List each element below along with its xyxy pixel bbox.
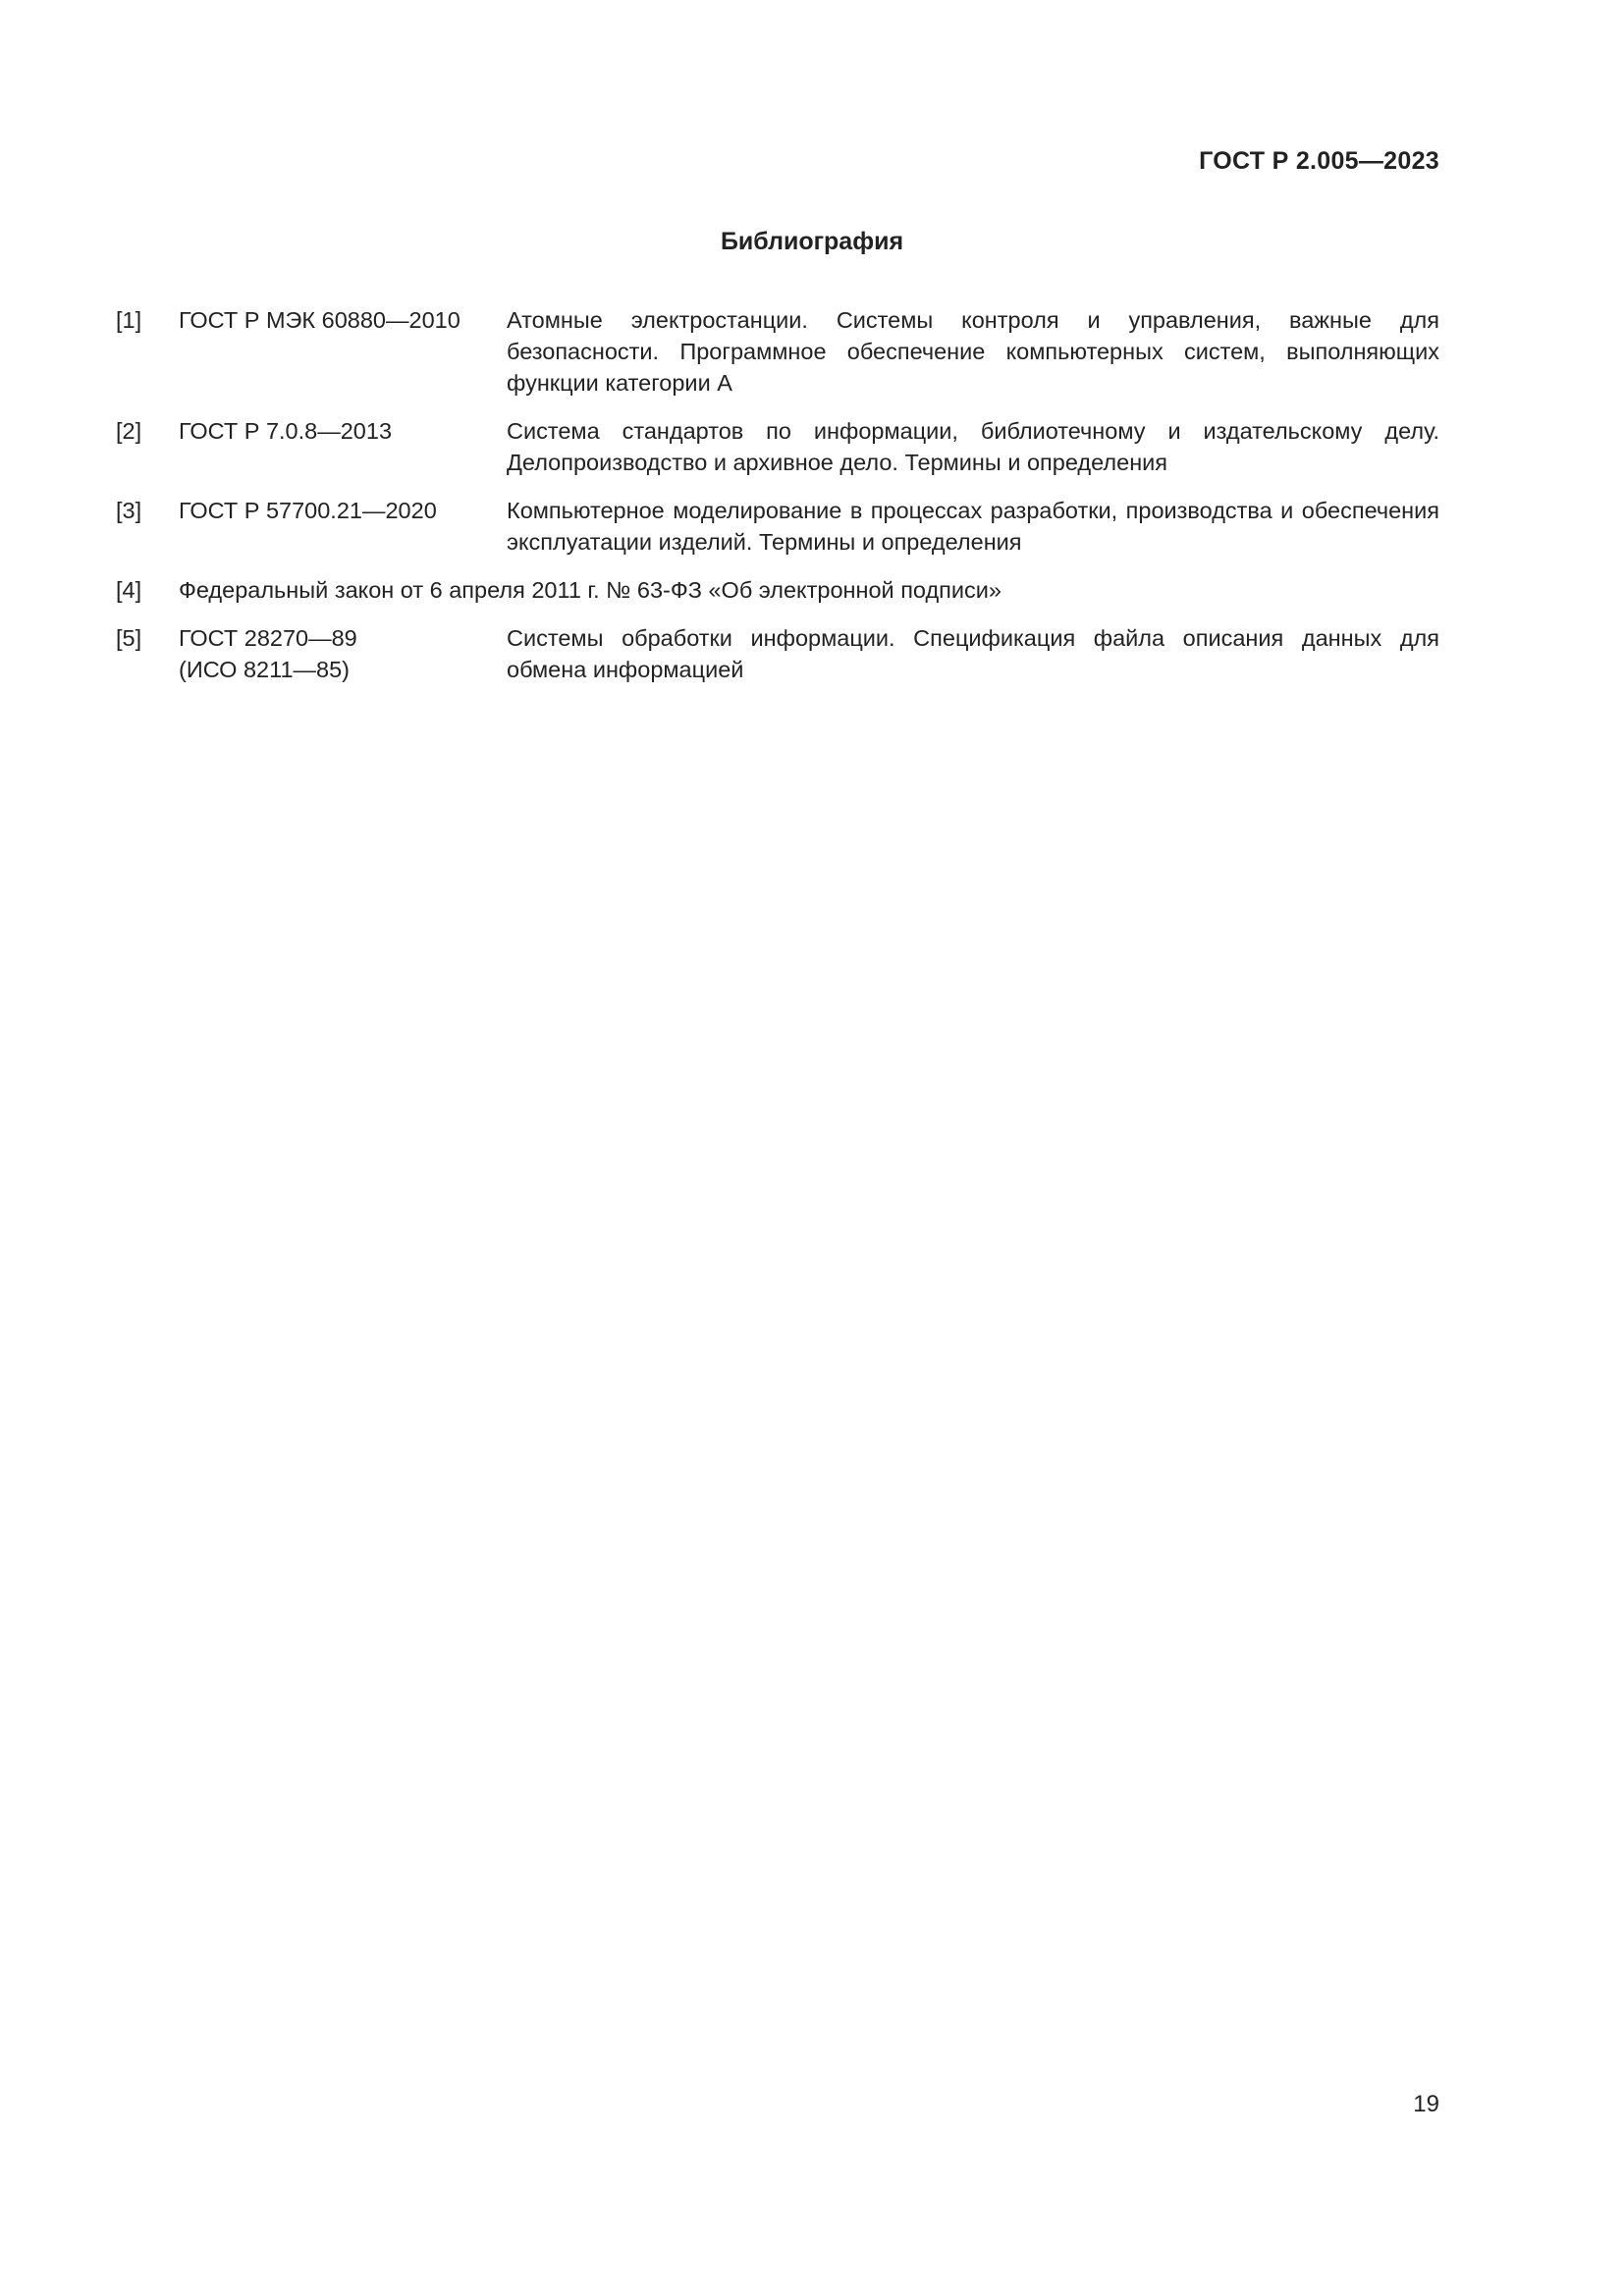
entry-number: [5]: [116, 625, 142, 651]
entry-reference: [179, 304, 507, 399]
entry-reference: [179, 415, 507, 478]
entry-reference-code: ГОСТ Р 7.0.8—2013: [179, 418, 393, 444]
entry-number: [1]: [116, 307, 142, 333]
page-number: 19: [1413, 2091, 1439, 2117]
bibliography-entry: [116, 622, 1439, 685]
entry-description: Компьютерное моделирование в процессах разработки, производства и обеспечения эксплуатации изделий. Термины и определения: [507, 498, 1439, 555]
document-code-header: ГОСТ Р 2.005—2023: [1199, 147, 1439, 175]
entry-reference-equivalent: (ИСО 8211—85): [179, 657, 350, 682]
entry-reference: [179, 495, 507, 558]
entry-number: [2]: [116, 418, 142, 444]
bibliography-list: [116, 304, 1439, 702]
bibliography-entry: [116, 304, 1439, 399]
entry-full-text: Федеральный закон от 6 апреля 2011 г. № 63-ФЗ «Об электронной подписи»: [179, 577, 1001, 603]
entry-description: Система стандартов по информации, библиотечному и издательскому делу. Делопроизводство и архивное дело. Термины и определения: [507, 418, 1439, 475]
entry-reference-code: ГОСТ 28270—89: [179, 625, 357, 651]
entry-number: [4]: [116, 577, 142, 603]
entry-number: [3]: [116, 498, 142, 523]
bibliography-entry: [116, 574, 1439, 606]
bibliography-entry: [116, 495, 1439, 558]
entry-reference: [179, 622, 507, 685]
section-title: Библиография: [720, 228, 904, 255]
entry-reference-code: ГОСТ Р 57700.21—2020: [179, 498, 437, 523]
bibliography-entry: [116, 415, 1439, 478]
entry-description: Атомные электростанции. Системы контроля и управления, важные для безопасности. Программное обеспечение компьютерных систем, выполняющих функции категории А: [507, 307, 1439, 396]
entry-reference-code: ГОСТ Р МЭК 60880—2010: [179, 307, 460, 333]
entry-description: Системы обработки информации. Спецификация файла описания данных для обмена информацией: [507, 625, 1439, 682]
